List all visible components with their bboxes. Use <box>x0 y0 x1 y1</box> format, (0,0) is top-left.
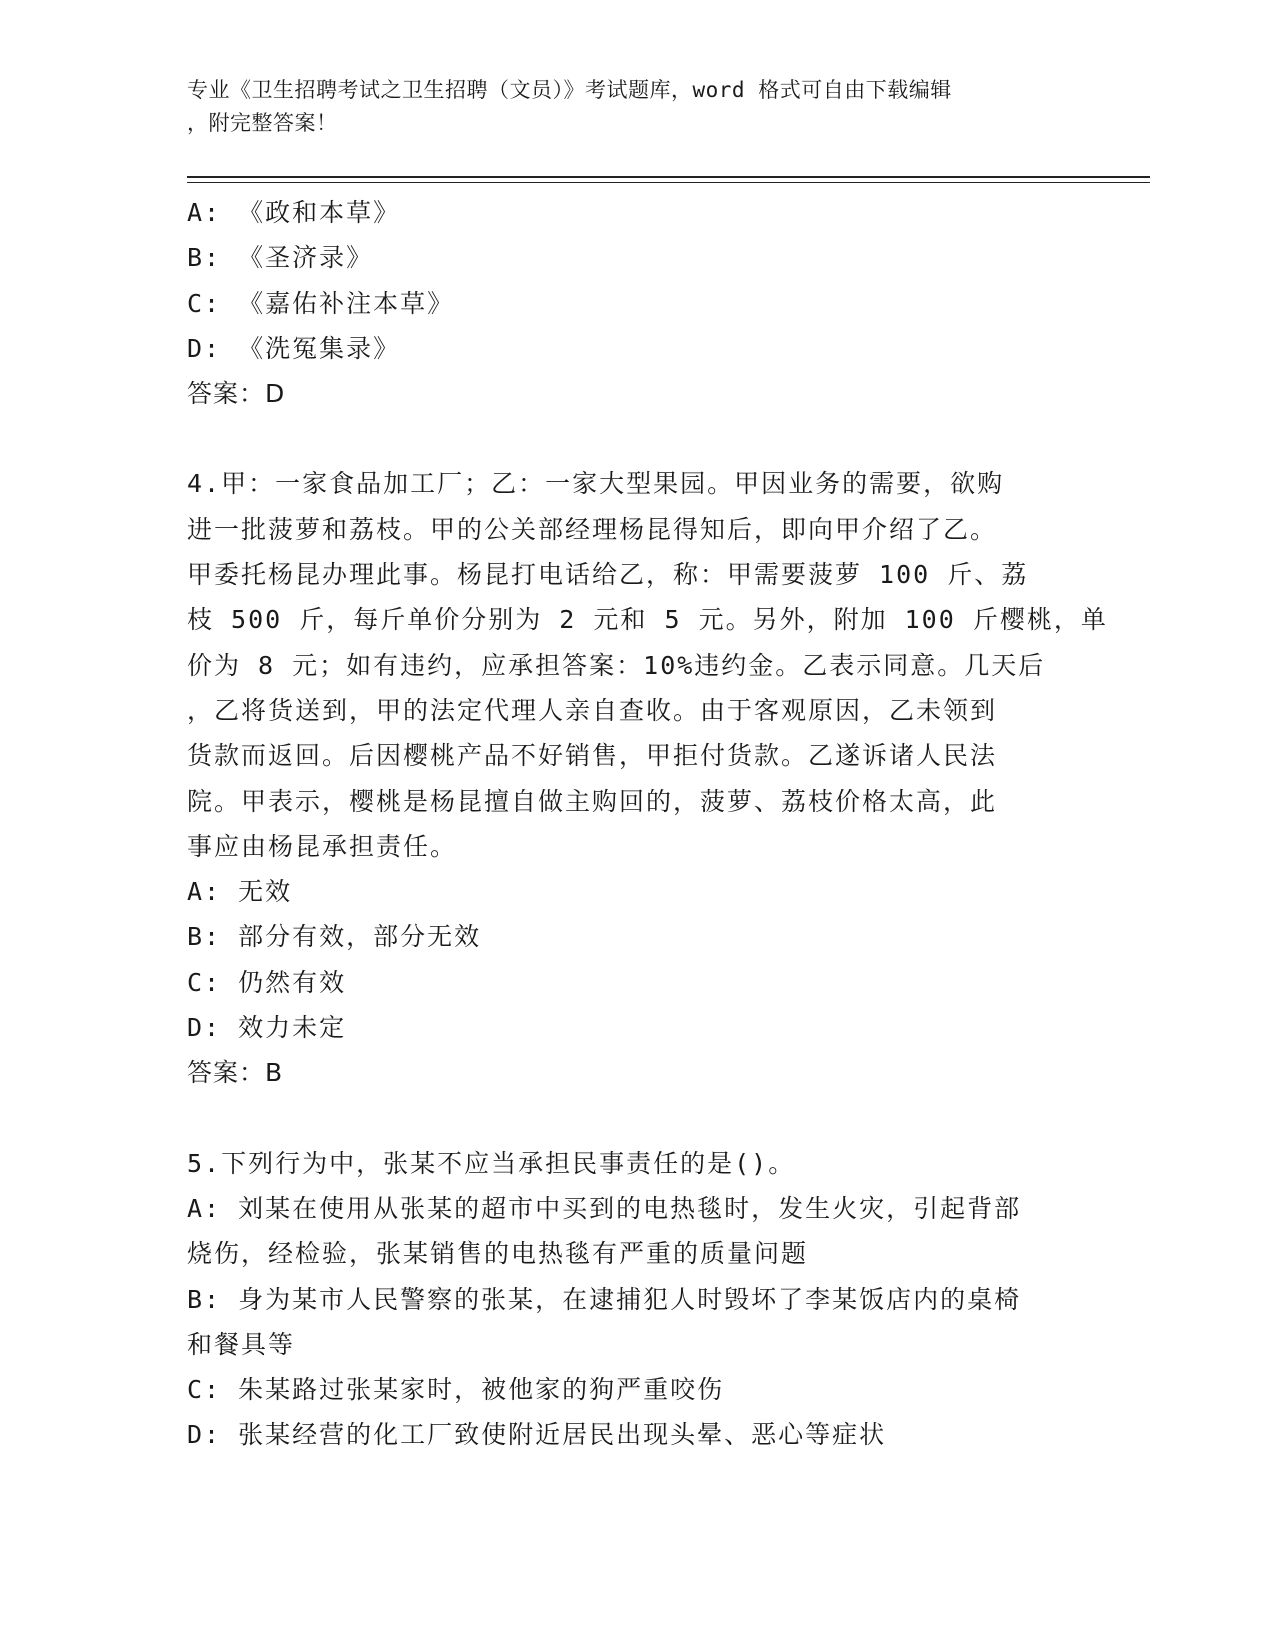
document-body <box>187 190 1108 1458</box>
header-line-1: 专业《卫生招聘考试之卫生招聘（文员）》考试题库，word 格式可自由下载编辑 <box>187 78 952 102</box>
option-line: D: 效力未定 <box>187 1013 347 1043</box>
option-line: 烧伤，经检验，张某销售的电热毯有严重的质量问题 <box>187 1239 809 1269</box>
option-line: C: 《嘉佑补注本草》 <box>187 288 455 318</box>
stem-line: 甲委托杨昆办理此事。杨昆打电话给乙，称：甲需要菠萝 100 斤、荔 <box>187 560 1029 590</box>
header-divider-thin <box>187 182 1150 183</box>
stem-line: 价为 8 元；如有违约，应承担答案：10%违约金。乙表示同意。几天后 <box>187 650 1046 680</box>
question-3-options <box>187 190 1067 371</box>
header-divider-thick <box>187 176 1150 178</box>
stem-line: 4.甲：一家食品加工厂；乙：一家大型果园。甲因业务的需要，欲购 <box>187 469 1005 499</box>
question-5-stem: 5.下列行为中，张某不应当承担民事责任的是()。 <box>187 1148 796 1178</box>
stem-line: 货款而返回。后因樱桃产品不好销售，甲拒付货款。乙遂诉诸人民法 <box>187 741 998 771</box>
question-3-answer: 答案：D <box>187 379 286 409</box>
option-line: C: 朱某路过张某家时，被他家的狗严重咬伤 <box>187 1375 725 1405</box>
question-4-options <box>187 869 1067 1050</box>
stem-line: 进一批菠萝和荔枝。甲的公关部经理杨昆得知后，即向甲介绍了乙。 <box>187 514 998 544</box>
option-line: D: 张某经营的化工厂致使附近居民出现头晕、恶心等症状 <box>187 1420 887 1450</box>
option-line: D: 《洗冤集录》 <box>187 333 401 363</box>
stem-line: 枝 500 斤，每斤单价分别为 2 元和 5 元。另外，附加 100 斤樱桃，单 <box>187 605 1108 635</box>
option-line: B: 《圣济录》 <box>187 243 374 273</box>
spacer <box>187 1096 1067 1141</box>
question-5-options <box>187 1186 1067 1458</box>
spacer <box>187 416 1067 461</box>
stem-line: 事应由杨昆承担责任。 <box>187 831 458 861</box>
question-4-answer: 答案：B <box>187 1058 284 1088</box>
option-line: C: 仍然有效 <box>187 967 347 997</box>
option-line: 和餐具等 <box>187 1329 296 1359</box>
question-4-stem <box>187 461 1108 869</box>
option-line: A: 刘某在使用从张某的超市中买到的电热毯时，发生火灾，引起背部 <box>187 1193 1022 1223</box>
option-line: B: 身为某市人民警察的张某，在逮捕犯人时毁坏了李某饭店内的桌椅 <box>187 1284 1022 1314</box>
option-line: B: 部分有效，部分无效 <box>187 922 482 952</box>
stem-line: ，乙将货送到，甲的法定代理人亲自查收。由于客观原因，乙未领到 <box>187 695 998 725</box>
option-line: A: 无效 <box>187 877 293 907</box>
document-header <box>187 74 1067 140</box>
stem-line: 院。甲表示，樱桃是杨昆擅自做主购回的，菠萝、荔枝价格太高，此 <box>187 786 998 816</box>
header-line-2: ，附完整答案！ <box>187 111 338 135</box>
option-line: A: 《政和本草》 <box>187 198 401 227</box>
